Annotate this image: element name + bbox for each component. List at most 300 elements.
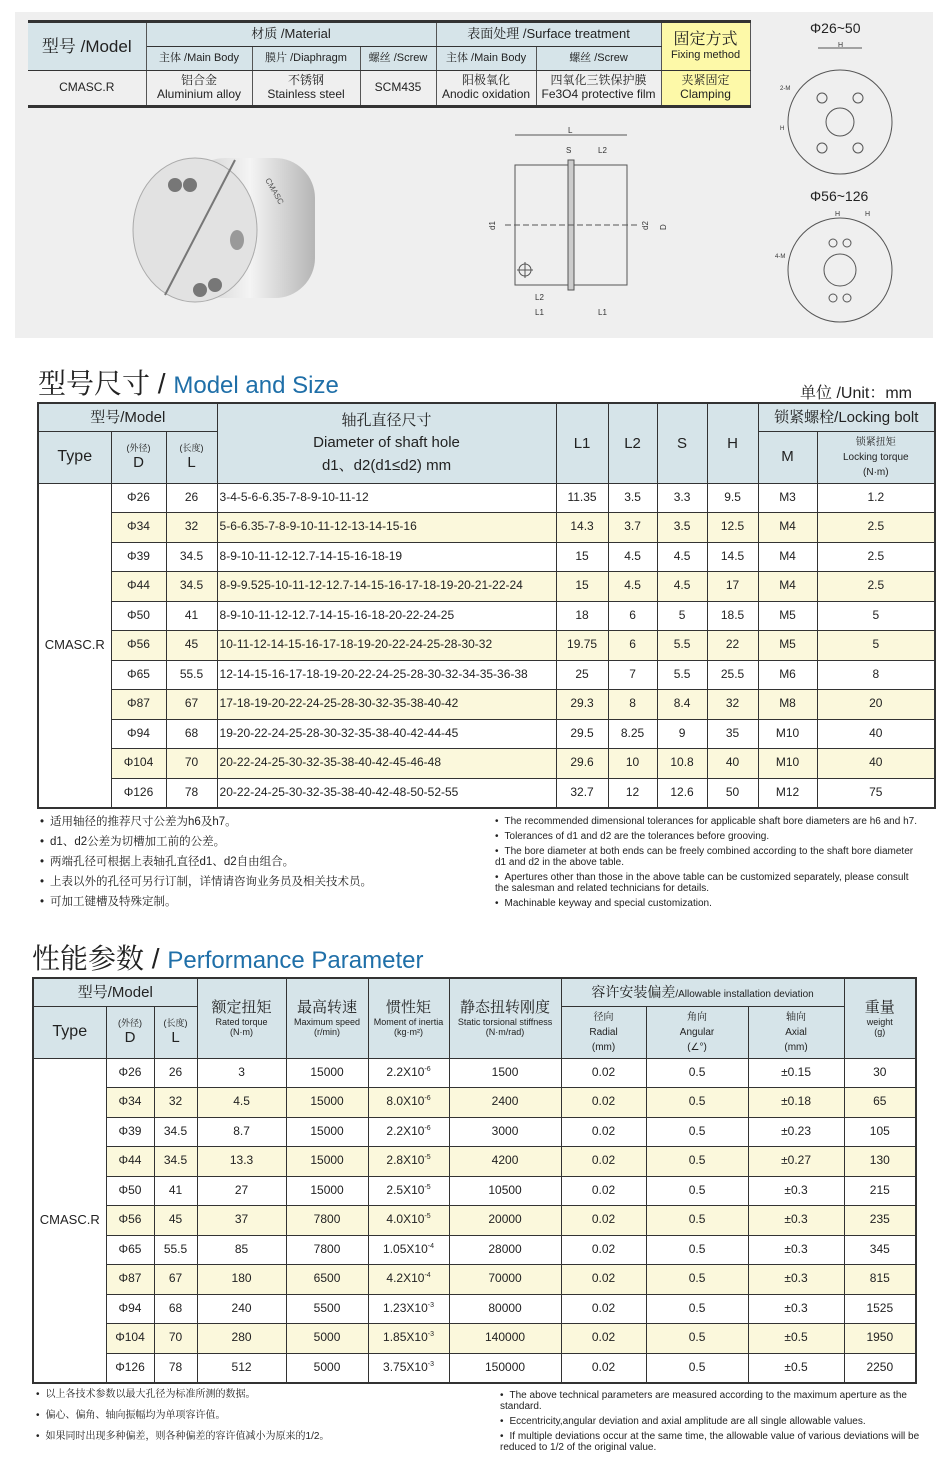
- cell: M8: [758, 690, 817, 720]
- perf-section-title: 性能参数 / Performance Parameter: [32, 943, 424, 974]
- cell: 68: [154, 1294, 197, 1324]
- cell: 6500: [286, 1265, 368, 1295]
- cell: 27: [197, 1176, 286, 1206]
- cell: M5: [758, 601, 817, 631]
- cell: 0.5: [646, 1147, 748, 1177]
- cell: 85: [197, 1235, 286, 1265]
- table-row: [33, 1265, 916, 1295]
- cell: 26: [166, 483, 217, 513]
- cell: Φ94: [106, 1294, 154, 1324]
- cell: 4.5: [608, 572, 657, 602]
- cell: 0.02: [561, 1324, 646, 1354]
- cell: 10-11-12-14-15-16-17-18-19-20-22-24-25-28-30-32: [217, 631, 556, 661]
- cell: Φ56: [106, 1206, 154, 1236]
- table-row: [33, 1176, 916, 1206]
- cell: 15000: [286, 1176, 368, 1206]
- cell: 150000: [449, 1353, 561, 1383]
- cell: 11.35: [556, 483, 608, 513]
- unit-label: 单位 /Unit：mm: [800, 385, 913, 402]
- cell: 34.5: [166, 542, 217, 572]
- cell: 15000: [286, 1147, 368, 1177]
- note-item: • Tolerances of d1 and d2 are the tolerances before grooving.: [495, 831, 920, 842]
- sub-header: 螺丝 /Screw: [360, 47, 436, 71]
- cell: 80000: [449, 1294, 561, 1324]
- cell: 3.3: [657, 483, 707, 513]
- fix-header: 固定方式 Fixing method: [661, 22, 750, 71]
- cell: M12: [758, 778, 817, 808]
- note-item: • 偏心、偏角、轴向振幅均为单项容许值。: [36, 1405, 329, 1426]
- cell: 5.5: [657, 660, 707, 690]
- cell: Φ50: [111, 601, 166, 631]
- size-section-title: 型号尺寸 / Model and Size: [38, 368, 339, 399]
- cell: 2.5: [817, 572, 935, 602]
- cell: 40: [707, 749, 758, 779]
- m-header: M: [758, 431, 817, 483]
- cell: 105: [844, 1117, 916, 1147]
- cell: 345: [844, 1235, 916, 1265]
- cell: 67: [154, 1265, 197, 1295]
- cell: 8.7: [197, 1117, 286, 1147]
- inertia-cell: $2.2X10^{-6}$: [368, 1058, 449, 1088]
- cell: ±0.15: [748, 1058, 844, 1088]
- svg-text:D: D: [659, 224, 668, 230]
- svg-text:S: S: [566, 146, 572, 155]
- cell: 25.5: [707, 660, 758, 690]
- cell: 8: [608, 690, 657, 720]
- cell: 18.5: [707, 601, 758, 631]
- cell: M3: [758, 483, 817, 513]
- table-row: [38, 690, 935, 720]
- cell: 1950: [844, 1324, 916, 1354]
- cell: 1.2: [817, 483, 935, 513]
- cell: 3000: [449, 1117, 561, 1147]
- inertia-cell: $2.8X10^{-5}$: [368, 1147, 449, 1177]
- table-row: [33, 1058, 916, 1088]
- cell: 0.5: [646, 1265, 748, 1295]
- cell: 0.5: [646, 1235, 748, 1265]
- cell: 5: [657, 601, 707, 631]
- cell: Φ87: [111, 690, 166, 720]
- cell: M5: [758, 631, 817, 661]
- cell: 45: [166, 631, 217, 661]
- cell: 32: [166, 513, 217, 543]
- note-item: • If multiple deviations occur at the same time, the allowable value of various deviations will be reduced to 1/2 of the original value.: [500, 1431, 920, 1453]
- type-header: Type: [33, 1006, 106, 1058]
- cell: 29.5: [556, 719, 608, 749]
- inertia-cell: $1.05X10^{-4}$: [368, 1235, 449, 1265]
- cell: 0.5: [646, 1294, 748, 1324]
- size-notes-cn: [40, 812, 372, 912]
- svg-text:L1: L1: [598, 308, 607, 317]
- cell: 13.3: [197, 1147, 286, 1177]
- cell: 19-20-22-24-25-28-30-32-35-38-40-42-44-45: [217, 719, 556, 749]
- cell: 29.6: [556, 749, 608, 779]
- svg-text:L1: L1: [535, 308, 544, 317]
- cell: 41: [166, 601, 217, 631]
- model-value: CMASC.R: [28, 71, 146, 107]
- cell: 20: [817, 690, 935, 720]
- svg-text:2-M: 2-M: [780, 86, 791, 92]
- cell: 240: [197, 1294, 286, 1324]
- cell: 815: [844, 1265, 916, 1295]
- cell: 7: [608, 660, 657, 690]
- cell: 5: [817, 601, 935, 631]
- cell: 40: [817, 749, 935, 779]
- cell: 0.5: [646, 1206, 748, 1236]
- cell: 0.02: [561, 1235, 646, 1265]
- cell: 235: [844, 1206, 916, 1236]
- svg-text:d1: d1: [488, 221, 497, 230]
- model-header: 型号/Model: [38, 403, 217, 431]
- cell: 0.02: [561, 1265, 646, 1295]
- coupling-product-image: [125, 140, 335, 320]
- cell: 7800: [286, 1206, 368, 1236]
- inertia-cell: $4.0X10^{-5}$: [368, 1206, 449, 1236]
- table-row: [38, 660, 935, 690]
- cell: 3.7: [608, 513, 657, 543]
- spec-value: 不锈钢 Stainless steel: [252, 71, 360, 107]
- note-item: • Apertures other than those in the above table can be customized separately, please consult the salesman and related technicians for details.: [495, 872, 920, 894]
- cell: 12.5: [707, 513, 758, 543]
- cell: 0.5: [646, 1176, 748, 1206]
- cell: 20-22-24-25-30-32-35-38-40-42-45-46-48: [217, 749, 556, 779]
- cell: 0.02: [561, 1206, 646, 1236]
- cell: 4.5: [657, 572, 707, 602]
- cell: 10: [608, 749, 657, 779]
- svg-text:H: H: [780, 126, 785, 132]
- spec-value: 夹紧固定 Clamping: [661, 71, 750, 107]
- cell: 8: [817, 660, 935, 690]
- axial-header: 轴向 Axial (mm): [748, 1006, 844, 1058]
- perf-notes-cn: [36, 1384, 329, 1447]
- cell: 32: [707, 690, 758, 720]
- cell: 3.5: [657, 513, 707, 543]
- type-cell: CMASC.R: [38, 483, 111, 808]
- cell: 32: [154, 1088, 197, 1118]
- cell: Φ104: [106, 1324, 154, 1354]
- cell: 17-18-19-20-22-24-25-28-30-32-35-38-40-42: [217, 690, 556, 720]
- table-row: [33, 1117, 916, 1147]
- cell: Φ65: [111, 660, 166, 690]
- cell: 55.5: [154, 1235, 197, 1265]
- svg-text:d2: d2: [641, 221, 650, 230]
- cell: Φ104: [111, 749, 166, 779]
- cell: 14.3: [556, 513, 608, 543]
- cell: 32.7: [556, 778, 608, 808]
- cell: 12.6: [657, 778, 707, 808]
- cell: 45: [154, 1206, 197, 1236]
- cell: 0.02: [561, 1058, 646, 1088]
- size-notes-en: [495, 816, 920, 913]
- table-row: [38, 483, 935, 513]
- inertia-cell: $3.75X10^{-3}$: [368, 1353, 449, 1383]
- inertia-header: 惯性矩 Moment of inertia (kg·m²): [368, 978, 449, 1058]
- cell: Φ65: [106, 1235, 154, 1265]
- side-view-drawing: [480, 125, 680, 325]
- cell: 35: [707, 719, 758, 749]
- cell: 50: [707, 778, 758, 808]
- cell: Φ26: [106, 1058, 154, 1088]
- size-table: [37, 402, 936, 809]
- cell: 0.02: [561, 1353, 646, 1383]
- cell: 70000: [449, 1265, 561, 1295]
- cell: 14.5: [707, 542, 758, 572]
- inertia-cell: $2.2X10^{-6}$: [368, 1117, 449, 1147]
- cell: 2.5: [817, 513, 935, 543]
- cell: 41: [154, 1176, 197, 1206]
- cell: 9: [657, 719, 707, 749]
- sub-header: 主体 /Main Body: [436, 47, 536, 71]
- angular-header: 角向 Angular (∠°): [646, 1006, 748, 1058]
- note-item: • Machinable keyway and special customization.: [495, 898, 920, 909]
- spec-value: 阳极氧化 Anodic oxidation: [436, 71, 536, 107]
- rated-torque-header: 额定扭矩 Rated torque (N·m): [197, 978, 286, 1058]
- cell: 15000: [286, 1088, 368, 1118]
- inertia-cell: $8.0X10^{-6}$: [368, 1088, 449, 1118]
- cell: 10500: [449, 1176, 561, 1206]
- cell: 10.8: [657, 749, 707, 779]
- cell: 40: [817, 719, 935, 749]
- cell: 8.25: [608, 719, 657, 749]
- sub-header: 螺丝 /Screw: [536, 47, 661, 71]
- cell: ±0.3: [748, 1176, 844, 1206]
- cell: ±0.18: [748, 1088, 844, 1118]
- cell: 512: [197, 1353, 286, 1383]
- table-row: [38, 778, 935, 808]
- cell: ±0.3: [748, 1294, 844, 1324]
- cell: Φ26: [111, 483, 166, 513]
- material-header: 材质 /Material: [146, 22, 436, 47]
- svg-text:CMASC: CMASC: [263, 176, 286, 207]
- model-header: 型号 /Model: [28, 22, 146, 71]
- bolt-header: 锁紧螺栓/Locking bolt: [758, 403, 935, 431]
- front-view-small-drawing: [780, 40, 910, 180]
- d-header: (外径) D: [111, 431, 166, 483]
- cell: M4: [758, 572, 817, 602]
- h-header: H: [707, 403, 758, 483]
- cell: 280: [197, 1324, 286, 1354]
- surface-header: 表面处理 /Surface treatment: [436, 22, 661, 47]
- max-speed-header: 最高转速 Maximum speed (r/min): [286, 978, 368, 1058]
- cell: 0.02: [561, 1088, 646, 1118]
- cell: 8-9-9.525-10-11-12-12.7-14-15-16-17-18-19-20-21-22-24: [217, 572, 556, 602]
- cell: 18: [556, 601, 608, 631]
- cell: 4.5: [197, 1088, 286, 1118]
- cell: 0.5: [646, 1088, 748, 1118]
- spec-value: SCM435: [360, 71, 436, 107]
- cell: 20-22-24-25-30-32-35-38-40-42-48-50-52-55: [217, 778, 556, 808]
- cell: ±0.5: [748, 1353, 844, 1383]
- type-cell: CMASC.R: [33, 1058, 106, 1383]
- cell: Φ126: [111, 778, 166, 808]
- cell: 2.5: [817, 542, 935, 572]
- cell: 28000: [449, 1235, 561, 1265]
- cell: 17: [707, 572, 758, 602]
- note-item: • The above technical parameters are measured according to the maximum aperture as the standard.: [500, 1390, 920, 1412]
- table-row: [33, 1235, 916, 1265]
- cell: 5-6-6.35-7-8-9-10-11-12-13-14-15-16: [217, 513, 556, 543]
- table-row: [33, 1324, 916, 1354]
- cell: 180: [197, 1265, 286, 1295]
- cell: 12-14-15-16-17-18-19-20-22-24-25-28-30-32-34-35-36-38: [217, 660, 556, 690]
- cell: Φ56: [111, 631, 166, 661]
- inertia-cell: $4.2X10^{-4}$: [368, 1265, 449, 1295]
- cell: M10: [758, 719, 817, 749]
- cell: 0.5: [646, 1058, 748, 1088]
- cell: 20000: [449, 1206, 561, 1236]
- spec-value: 四氧化三铁保护膜 Fe3O4 protective film: [536, 71, 661, 107]
- cell: M10: [758, 749, 817, 779]
- front-view-large-drawing: [775, 208, 915, 328]
- cell: 22: [707, 631, 758, 661]
- svg-text:L: L: [568, 126, 573, 135]
- cell: 37: [197, 1206, 286, 1236]
- cell: 0.02: [561, 1117, 646, 1147]
- l1-header: L1: [556, 403, 608, 483]
- note-item: • 适用轴径的推荐尺寸公差为h6及h7。: [40, 812, 372, 832]
- cell: Φ126: [106, 1353, 154, 1383]
- model-header: 型号/Model: [33, 978, 197, 1006]
- cell: ±0.23: [748, 1117, 844, 1147]
- cell: 5: [817, 631, 935, 661]
- cell: 70: [166, 749, 217, 779]
- l-header: (长度) L: [154, 1006, 197, 1058]
- cell: 7800: [286, 1235, 368, 1265]
- note-item: • 以上各技术参数以最大孔径为标准所测的数据。: [36, 1384, 329, 1405]
- cell: 140000: [449, 1324, 561, 1354]
- cell: ±0.5: [748, 1324, 844, 1354]
- cell: Φ87: [106, 1265, 154, 1295]
- svg-text:4-M: 4-M: [775, 254, 786, 260]
- cell: 4.5: [608, 542, 657, 572]
- cell: M6: [758, 660, 817, 690]
- note-item: • 如果同时出现多种偏差，则各种偏差的容许值减小为原来的1/2。: [36, 1426, 329, 1447]
- cell: 130: [844, 1147, 916, 1177]
- cell: 75: [817, 778, 935, 808]
- cell: 30: [844, 1058, 916, 1088]
- cell: M4: [758, 542, 817, 572]
- cell: 65: [844, 1088, 916, 1118]
- cell: 1525: [844, 1294, 916, 1324]
- cell: 9.5: [707, 483, 758, 513]
- cell: 8.4: [657, 690, 707, 720]
- cell: 3-4-5-6-6.35-7-8-9-10-11-12: [217, 483, 556, 513]
- table-row: [33, 1147, 916, 1177]
- table-row: [38, 601, 935, 631]
- deviation-header: 容许安装偏差/Allowable installation deviation: [561, 978, 844, 1006]
- cell: Φ34: [111, 513, 166, 543]
- cell: 4200: [449, 1147, 561, 1177]
- cell: 5500: [286, 1294, 368, 1324]
- cell: ±0.27: [748, 1147, 844, 1177]
- svg-text:L2: L2: [598, 146, 607, 155]
- svg-text:H: H: [838, 42, 844, 49]
- cell: 0.02: [561, 1147, 646, 1177]
- cell: 34.5: [154, 1147, 197, 1177]
- cell: 78: [154, 1353, 197, 1383]
- cell: ±0.3: [748, 1235, 844, 1265]
- cell: 8-9-10-11-12-12.7-14-15-16-18-19: [217, 542, 556, 572]
- cell: 8-9-10-11-12-12.7-14-15-16-18-20-22-24-25: [217, 601, 556, 631]
- cell: Φ39: [111, 542, 166, 572]
- svg-text:H: H: [865, 211, 871, 218]
- note-item: • 上表以外的孔径可另行订制，详情请咨询业务员及相关技术员。: [40, 872, 372, 892]
- cell: 34.5: [154, 1117, 197, 1147]
- inertia-cell: $2.5X10^{-5}$: [368, 1176, 449, 1206]
- small-size-label: Φ26~50: [810, 20, 861, 36]
- table-row: [38, 542, 935, 572]
- cell: 0.02: [561, 1176, 646, 1206]
- perf-notes-en: [500, 1390, 920, 1457]
- cell: ±0.3: [748, 1206, 844, 1236]
- cell: 5000: [286, 1353, 368, 1383]
- cell: 1500: [449, 1058, 561, 1088]
- cell: Φ50: [106, 1176, 154, 1206]
- diameter-header: 轴孔直径尺寸 Diameter of shaft hole d1、d2(d1≤d2) mm: [217, 403, 556, 483]
- cell: 5000: [286, 1324, 368, 1354]
- cell: 0.5: [646, 1117, 748, 1147]
- table-row: [38, 631, 935, 661]
- cell: 25: [556, 660, 608, 690]
- cell: 70: [154, 1324, 197, 1354]
- svg-text:H: H: [835, 211, 841, 218]
- cell: 12: [608, 778, 657, 808]
- svg-text:L2: L2: [535, 293, 544, 302]
- table-row: [33, 1353, 916, 1383]
- cell: 29.3: [556, 690, 608, 720]
- torque-header: 锁紧扭矩 Locking torque (N·m): [817, 431, 935, 483]
- d-header: (外径) D: [106, 1006, 154, 1058]
- cell: 3.5: [608, 483, 657, 513]
- cell: M4: [758, 513, 817, 543]
- cell: 19.75: [556, 631, 608, 661]
- table-row: [38, 749, 935, 779]
- note-item: • 两端孔径可根据上表轴孔直径d1、d2自由组合。: [40, 852, 372, 872]
- cell: 15: [556, 572, 608, 602]
- l2-header: L2: [608, 403, 657, 483]
- cell: 68: [166, 719, 217, 749]
- performance-table: [32, 977, 917, 1384]
- cell: 2250: [844, 1353, 916, 1383]
- cell: 15: [556, 542, 608, 572]
- sub-header: 主体 /Main Body: [146, 47, 252, 71]
- table-row: [33, 1294, 916, 1324]
- cell: 78: [166, 778, 217, 808]
- cell: 0.5: [646, 1324, 748, 1354]
- inertia-cell: $1.85X10^{-3}$: [368, 1324, 449, 1354]
- table-row: [38, 513, 935, 543]
- l-header: (长度) L: [166, 431, 217, 483]
- sub-header: 膜片 /Diaphragm: [252, 47, 360, 71]
- cell: 34.5: [166, 572, 217, 602]
- table-row: [38, 719, 935, 749]
- cell: 5.5: [657, 631, 707, 661]
- cell: Φ94: [111, 719, 166, 749]
- inertia-cell: $1.23X10^{-3}$: [368, 1294, 449, 1324]
- cell: ±0.3: [748, 1265, 844, 1295]
- cell: 67: [166, 690, 217, 720]
- note-item: • The recommended dimensional tolerances for applicable shaft bore diameters are h6 and h7.: [495, 816, 920, 827]
- type-header: Type: [38, 431, 111, 483]
- cell: 55.5: [166, 660, 217, 690]
- spec-value: 铝合金 Aluminium alloy: [146, 71, 252, 107]
- cell: Φ39: [106, 1117, 154, 1147]
- table-row: [33, 1088, 916, 1118]
- cell: 26: [154, 1058, 197, 1088]
- cell: 6: [608, 601, 657, 631]
- cell: 215: [844, 1176, 916, 1206]
- note-item: • 可加工键槽及特殊定制。: [40, 892, 372, 912]
